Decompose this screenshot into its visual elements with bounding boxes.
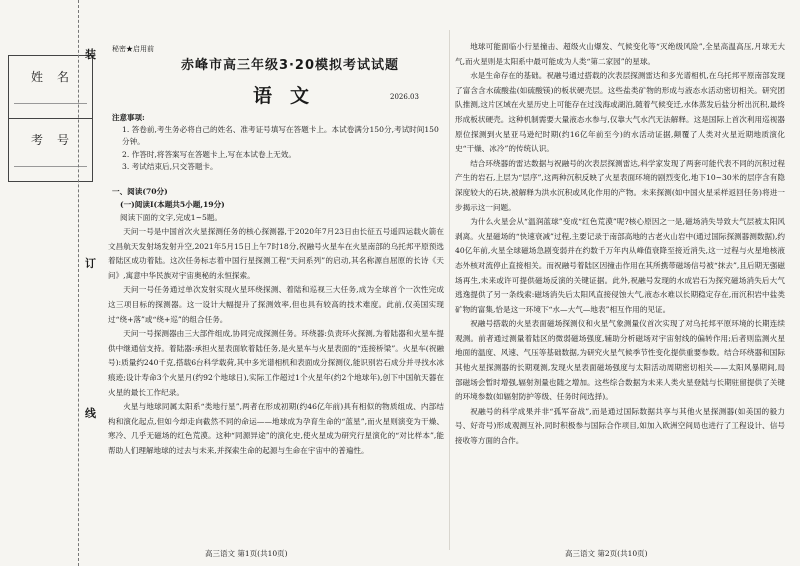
note-item: 2. 作答时,将答案写在答题卡上,写在本试卷上无效。 xyxy=(122,149,296,159)
subsection-heading: (一)阅读Ⅰ(本题共5小题,19分) xyxy=(120,200,225,209)
exam-number-row xyxy=(9,119,92,181)
right-column-text xyxy=(455,40,785,449)
note-item: 3. 考试结束后,只交答题卡。 xyxy=(122,162,218,172)
binding-dashed-line xyxy=(78,0,79,566)
exam-date: 2026.03 xyxy=(390,93,419,101)
section-heading: 一、阅读(70分) xyxy=(112,187,168,196)
paragraph: 祝融号的科学成果并非“孤军奋战”,而是通过国际数据共享与其他火星探测器(如美国的毅力号、好奇号)形成观测互补,同时积极参与国际合作项目,如加入欧洲空间局也进行了工程设计、信号接收等方面的合作。 xyxy=(455,406,785,446)
confidential-mark: 秘密★启用前 xyxy=(112,45,154,53)
exam-number-line[interactable] xyxy=(14,166,87,167)
paragraph: 天问一号任务通过单次发射实现火星环绕探测、着陆和巡视三大任务,成为全球首个一次性完成这三项目标的探测器。这一设计大幅提升了探测效率,但也具有较高的技术难度。此前,仅美国实现过“绕+落”或“绕+巡”的组合任务。 xyxy=(108,285,444,324)
notes-heading: 注意事项: xyxy=(112,113,145,122)
exam-title: 赤峰市高三年级3·20模拟考试试题 xyxy=(180,58,400,73)
paragraph: 水是生命存在的基础。祝融号通过搭载的次表层探测雷达和多光谱相机,在乌托邦平原南部发现了富含含水硫酸盐(如硫酸镁)的板状硬壳层。这些盐类矿物的形成与液态水活动密切相关。研究团队推测,这片区域在火星历史上可能存在过浅海或湖泊,随着气候变迁,水体蒸发后盐分析出沉积,最终形成板状硬壳。这种机制需要大量液态水参与,仅靠大气水汽无法解释。这是国际上首次利用巡视器原位探测到火星亚马逊纪时期(约16亿年前至今)的水活动证据,颠覆了人类对火星近期地质演化史“干燥、冰冷”的传统认识。 xyxy=(455,71,785,154)
subject-title: 语文 xyxy=(252,85,327,107)
paragraph: 天问一号探测器由三大部件组成,协同完成探测任务。环绕器:负责环火探测,为着陆器和火星车提供中继通信支持。着陆器:承担火星表面软着陆任务,是火星车与火星表面的“连接桥梁”。火星车(祝融号):质量约240千克,搭载6台科学载荷,其中多光谱相机和表面成分探测仪,能识别岩石成分并寻找水冰痕迹;设计寿命3个火星月(约92个地球日),实际工作超过1个火星年(约2个地球年),创下中国航天器在火星的最长工作纪录。 xyxy=(108,329,444,397)
binding-char-zhuang: 装 xyxy=(85,48,96,61)
paragraph: 火星与地球同属太阳系“类地行星”,两者在形成初期(约46亿年前)具有相似的物质组成、内部结构和演化起点,但如今却走向截然不同的命运——地球成为孕育生命的“蓝星”,而火星则演变为干燥、寒冷、几乎无磁场的红色荒漠。这种“同源异途”的演化史,使火星成为研究行星演化的“对比样本”,能帮助人们理解地球的过去与未来,并探索生命的起源与生命在宇宙中的普遍性。 xyxy=(108,402,444,455)
paragraph: 为什么火星会从“温润蓝球”变成“红色荒漠”呢?核心原因之一是,磁场消失导致大气层被太阳风剥离。火星磁场的“快速衰减”过程,主要记录于南部高地的古老火山岩中(通过国际探测器测数据),约40亿年前,火星全球磁场急剧变弱并在约数千万年内从峰值衰降至接近消失,这一过程与火星地核液态外核对流停止直接相关。而祝融号着陆区因撞击作用在其所携带磁场信号被“抹去”,且后期无强磁场再生,未来或许可提供磁场反演的关键证据。此外,祝融号发现的水成岩石为探究磁场消失后大气逃逸提供了另一条线索:磁场消失后太阳风直接侵蚀大气,液态水难以长期稳定存在,而沉积岩中盐类矿物的富集,恰是这一环境下“水—大气—地表”相互作用的见证。 xyxy=(455,217,785,314)
left-column-text xyxy=(108,225,444,459)
reading-instruction: 阅读下面的文字,完成1~5题。 xyxy=(120,213,222,222)
footer-left: 高三语文 第1页(共10页) xyxy=(205,549,288,558)
notes-list xyxy=(112,124,442,174)
paragraph: 地球可能面临小行星撞击、超级火山爆发、气候变化等“灭绝级风险”,全星高温高压,月球无大气,而火星则是太阳系中最可能成为人类“第二家园”的星球。 xyxy=(455,42,785,66)
name-label: 姓名 xyxy=(31,70,84,84)
page-divider xyxy=(449,30,450,550)
name-line[interactable] xyxy=(14,103,87,104)
exam-number-label: 考号 xyxy=(31,133,84,147)
paragraph: 天问一号是中国首次火星探测任务的核心探测器,于2020年7月23日由长征五号遥四运载火箭在文昌航天发射场发射升空,2021年5月15日上午7时18分,祝融号火星车在火星南部的乌托邦平原预选着陆区成功着陆。这次任务标志着中国行星探测工程“天问系列”的启动,其名称源自屈原的长诗《天问》,寓意中华民族对宇宙奥秘的永恒探索。 xyxy=(108,227,444,280)
footer-right: 高三语文 第2页(共10页) xyxy=(565,549,648,558)
student-info-box xyxy=(8,55,93,182)
paragraph: 祝融号搭载的火星表面磁场探测仪和火星气象测量仪首次实现了对乌托邦平原环境的长期连续观测。前者通过测量着陆区的微弱磁场强度,辅助分析磁场对宇宙射线的偏转作用;后者则监测火星地面的温度、风速、气压等基础数据,为研究火星气候季节性变化提供重要参数。结合环绕器和国际其他火星探测器的长期观测,发现火星表面磁场强度与太阳活动周期密切相关——太阳风暴期间,局部磁场会暂时增强,辐射剂量也随之增加。这些综合数据为未来人类火星登陆与长期驻留提供了关键的环境参数(如辐射防护等级、任务时间选择)。 xyxy=(455,319,785,402)
binding-char-ding: 订 xyxy=(85,257,96,270)
binding-char-xian: 线 xyxy=(85,407,96,420)
name-row xyxy=(9,56,92,119)
note-item: 1. 答卷前,考生务必将自己的姓名、准考证号填写在答题卡上。本试卷满分150分,考试时间150分钟。 xyxy=(122,125,439,147)
paragraph: 结合环绕器的雷达数据与祝融号的次表层探测雷达,科学家发现了两套可能代表不同的沉积过程产生的岩石,上层为“层序”,这两种沉积反映了火星表面环境的剧烈变化,地下10~30米的层序含有隐深度较大的石块,被解释为洪水沉积或风化作用的产物。未来探测(如中国火星采样返回任务)将进一步揭示这一问题。 xyxy=(455,158,785,212)
